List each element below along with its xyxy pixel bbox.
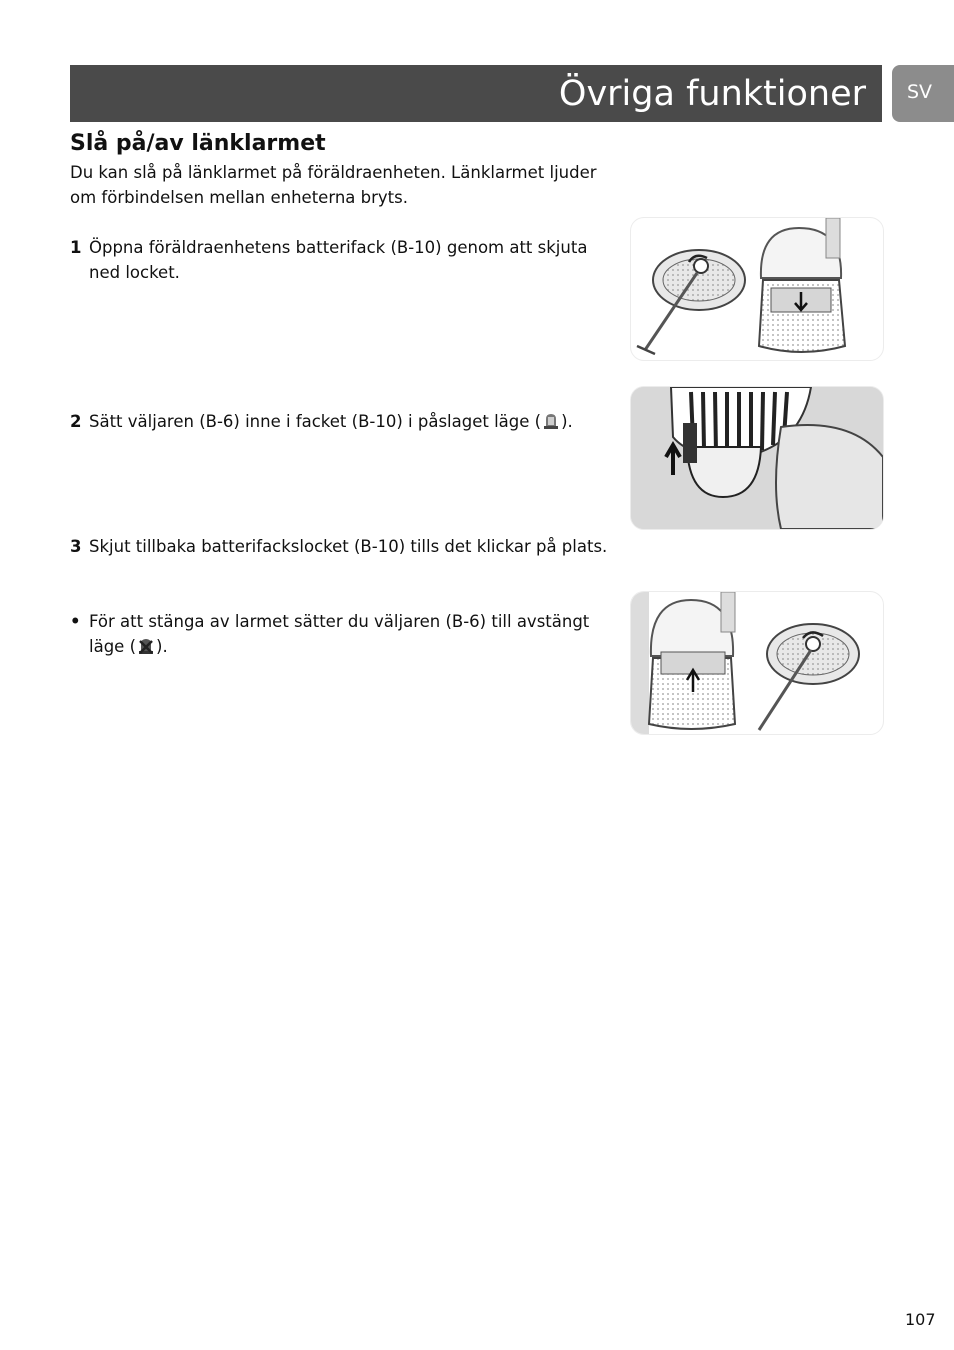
step-2-text-after: ).	[561, 412, 573, 431]
step-3	[70, 534, 630, 559]
page-title: Övriga funktioner	[558, 74, 866, 114]
step-2-text-before: Sätt väljaren (B-6) inne i facket (B-10) i påslaget läge (	[89, 412, 542, 431]
header-bar	[70, 65, 882, 122]
step-2	[70, 409, 615, 437]
illustration-close-battery-cover	[630, 591, 884, 735]
bullet-marker: •	[70, 612, 81, 631]
step-1-number: 1	[70, 238, 82, 257]
bell-on-icon	[542, 412, 560, 437]
illustration-switch-on	[630, 386, 884, 530]
language-tab	[892, 65, 954, 122]
step-2-number: 2	[70, 412, 82, 431]
bullet-body	[70, 609, 615, 662]
step-3-number: 3	[70, 537, 82, 556]
note-bullet	[70, 609, 615, 662]
section-title: Slå på/av länklarmet	[70, 131, 326, 156]
step-3-text: Skjut tillbaka batterifackslocket (B-10) tills det klickar på plats.	[89, 537, 608, 556]
page-number: 107	[905, 1310, 936, 1329]
step-2-body	[70, 409, 615, 437]
step-1	[70, 235, 615, 285]
bullet-text-before: För att stänga av larmet sätter du väljaren (B-6) till avstängt läge (	[89, 612, 590, 656]
intro-paragraph: Du kan slå på länklarmet på föräldraenheten. Länklarmet ljuder om förbindelsen mellan enheterna bryts.	[70, 163, 597, 207]
bell-off-icon	[137, 637, 155, 662]
step-1-text: Öppna föräldraenhetens batterifack (B-10) genom att skjuta ned locket.	[89, 238, 588, 282]
language-tab-label: SV	[907, 81, 933, 103]
illustration-open-battery-cover	[630, 217, 884, 361]
bullet-text-after: ).	[156, 637, 168, 656]
